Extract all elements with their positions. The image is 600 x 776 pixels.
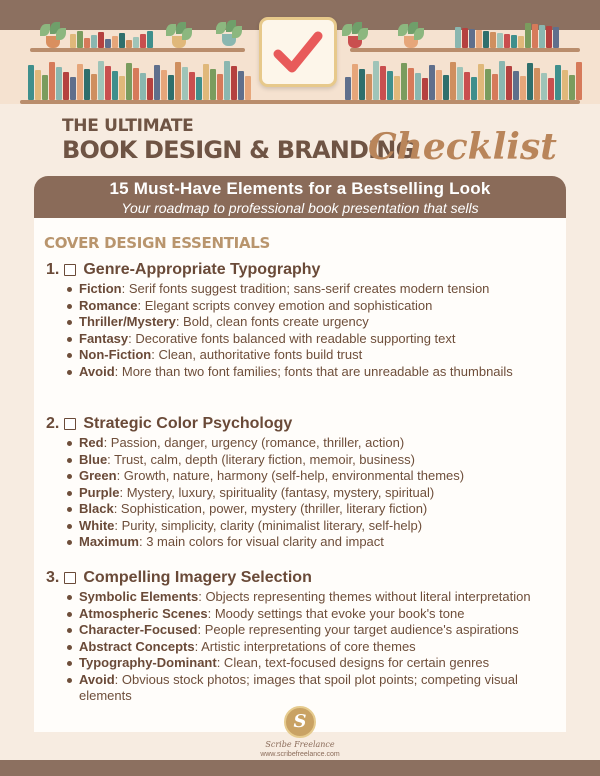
plant-leaf bbox=[40, 24, 50, 36]
book-spine bbox=[42, 75, 48, 100]
list-item bbox=[46, 501, 558, 518]
list-item bbox=[46, 534, 558, 551]
book-spine bbox=[443, 75, 449, 100]
book-spine bbox=[548, 78, 554, 100]
brand-url: www.scribefreelance.com bbox=[260, 751, 340, 758]
list-item bbox=[46, 622, 558, 639]
book-spine bbox=[84, 38, 90, 48]
book-spine bbox=[70, 77, 76, 100]
book-spine bbox=[84, 69, 90, 100]
book-spine bbox=[457, 67, 463, 100]
book-spine bbox=[161, 70, 167, 100]
book-spine bbox=[450, 62, 456, 100]
checkbox-icon[interactable] bbox=[64, 264, 76, 276]
book-spine bbox=[168, 75, 174, 100]
plant-leaf bbox=[414, 28, 424, 40]
book-spine bbox=[140, 73, 146, 100]
bullet-text: : Serif fonts suggest tradition; sans-serif creates modern tension bbox=[121, 281, 490, 296]
list-item bbox=[46, 314, 558, 331]
book-spine bbox=[455, 27, 461, 48]
book-spine bbox=[471, 77, 477, 100]
book-spine bbox=[140, 34, 146, 48]
list-item bbox=[46, 452, 558, 469]
bullet-label: Fiction bbox=[79, 281, 122, 296]
bullet-text: : Bold, clean fonts create urgency bbox=[175, 314, 369, 329]
bullet-text: : More than two font families; fonts that are unreadable as thumbnails bbox=[114, 363, 513, 379]
book-spine bbox=[429, 65, 435, 100]
checklist-item bbox=[46, 414, 558, 551]
book-spine bbox=[490, 32, 496, 48]
bullet-label: White bbox=[79, 517, 115, 533]
plant-leaf bbox=[342, 24, 352, 36]
item-title: Strategic Color Psychology bbox=[83, 415, 293, 432]
book-spine bbox=[77, 31, 83, 48]
book-spine bbox=[77, 64, 83, 100]
bullet-label: Character-Focused bbox=[79, 622, 198, 637]
checklist-item bbox=[46, 568, 558, 705]
book-spine bbox=[91, 74, 97, 100]
book-spine bbox=[569, 75, 575, 100]
checkmark-icon bbox=[272, 28, 324, 78]
book-spine bbox=[541, 73, 547, 100]
subtitle-band bbox=[34, 176, 566, 218]
book-spine bbox=[189, 72, 195, 100]
book-spine bbox=[175, 62, 181, 100]
bullet-text: : Growth, nature, harmony (self-help, environmental themes) bbox=[116, 468, 465, 483]
book-spine bbox=[49, 62, 55, 100]
item-number: 2. bbox=[46, 415, 60, 432]
book-spine bbox=[28, 65, 34, 100]
subtitle: 15 Must-Have Elements for a Bestselling Look bbox=[109, 179, 491, 198]
plant-leaf bbox=[358, 28, 368, 40]
section-title: COVER DESIGN ESSENTIALS bbox=[44, 234, 271, 252]
book-spine bbox=[359, 69, 365, 100]
plant-leaf bbox=[216, 22, 226, 34]
bullet-text: : Decorative fonts balanced with readable supporting text bbox=[128, 330, 456, 346]
bullet-label: Avoid bbox=[79, 363, 115, 379]
item-heading bbox=[46, 414, 558, 434]
book-spine bbox=[476, 30, 482, 48]
list-item bbox=[46, 672, 558, 705]
plant-leaf bbox=[166, 24, 176, 36]
book-spine bbox=[415, 73, 421, 100]
book-spine bbox=[196, 77, 202, 100]
book-spine bbox=[511, 35, 517, 48]
book-spine bbox=[98, 61, 104, 100]
header-illustration bbox=[0, 0, 600, 104]
title-line1: THE ULTIMATE bbox=[62, 116, 194, 136]
page-title: BOOK DESIGN & BRANDING bbox=[62, 136, 415, 164]
bullet-label: Atmospheric Scenes bbox=[79, 605, 208, 621]
logo-icon: S bbox=[284, 706, 316, 738]
book-spine bbox=[119, 33, 125, 48]
bullet-label: Non-Fiction bbox=[79, 347, 152, 362]
book-spine bbox=[401, 63, 407, 100]
list-item bbox=[46, 606, 558, 623]
book-spine bbox=[147, 31, 153, 48]
checkbox-icon[interactable] bbox=[64, 418, 76, 430]
checklist-item bbox=[46, 260, 558, 380]
book-spine bbox=[231, 66, 237, 100]
book-spine bbox=[112, 71, 118, 100]
book-spine bbox=[422, 78, 428, 100]
book-spine bbox=[485, 69, 491, 100]
book-spine bbox=[70, 34, 76, 48]
book-spine bbox=[394, 76, 400, 100]
bullet-label: Typography-Dominant bbox=[79, 655, 217, 670]
book-spine bbox=[380, 66, 386, 100]
title-block bbox=[0, 104, 600, 176]
book-spine bbox=[126, 63, 132, 100]
bullet-text: : Artistic interpretations of core themes bbox=[194, 638, 416, 654]
checkmark-card bbox=[259, 17, 337, 87]
bullet-label: Abstract Concepts bbox=[79, 638, 195, 654]
bullet-label: Avoid bbox=[79, 671, 115, 687]
book-spine bbox=[492, 74, 498, 100]
list-item bbox=[46, 298, 558, 315]
book-spine bbox=[224, 61, 230, 100]
book-spine bbox=[147, 78, 153, 100]
item-number: 3. bbox=[46, 569, 60, 586]
book-spine bbox=[126, 40, 132, 48]
bullet-text: : Objects representing themes without literal interpretation bbox=[198, 589, 531, 604]
list-item bbox=[46, 639, 558, 656]
bullet-text: : Obvious stock photos; images that spoil plot points; competing visual elements bbox=[79, 671, 518, 703]
book-spine bbox=[98, 32, 104, 48]
book-spine bbox=[518, 36, 524, 48]
book-spine bbox=[133, 68, 139, 100]
book-spine bbox=[532, 24, 538, 48]
list-item bbox=[46, 485, 558, 502]
list-item bbox=[46, 655, 558, 672]
book-spine bbox=[105, 39, 111, 48]
book-spine bbox=[576, 62, 582, 100]
bullet-label: Red bbox=[79, 435, 104, 450]
bullet-text: : Mystery, luxury, spirituality (fantasy, mystery, spiritual) bbox=[119, 484, 435, 500]
book-spine bbox=[56, 67, 62, 100]
list-item bbox=[46, 347, 558, 364]
book-spine bbox=[182, 67, 188, 100]
list-item bbox=[46, 518, 558, 535]
bullet-list bbox=[46, 281, 558, 380]
book-spine bbox=[478, 64, 484, 100]
book-spine bbox=[462, 28, 468, 48]
book-spine bbox=[105, 66, 111, 100]
item-heading bbox=[46, 568, 558, 588]
book-spine bbox=[408, 68, 414, 100]
bullet-text: : People representing your target audience's aspirations bbox=[197, 622, 519, 637]
bullet-text: : Sophistication, power, mystery (thriller, literary fiction) bbox=[113, 501, 428, 516]
bullet-label: Blue bbox=[79, 451, 108, 467]
bullet-label: Symbolic Elements bbox=[79, 589, 199, 604]
book-spine bbox=[553, 27, 559, 48]
book-spine bbox=[245, 76, 251, 100]
book-spine bbox=[539, 25, 545, 48]
book-spine bbox=[238, 71, 244, 100]
book-spine bbox=[345, 77, 351, 100]
plant-leaf bbox=[182, 28, 192, 40]
list-item bbox=[46, 364, 558, 381]
brand-name: Scribe Freelance bbox=[265, 740, 335, 749]
book-spine bbox=[525, 23, 531, 48]
book-spine bbox=[483, 31, 489, 48]
shelf bbox=[30, 48, 245, 52]
bullet-list bbox=[46, 589, 558, 705]
book-spine bbox=[555, 65, 561, 100]
item-title: Compelling Imagery Selection bbox=[83, 569, 312, 586]
bullet-label: Green bbox=[79, 468, 117, 483]
list-item bbox=[46, 435, 558, 452]
bullet-label: Romance bbox=[79, 297, 138, 313]
book-spine bbox=[63, 72, 69, 100]
book-spine bbox=[469, 29, 475, 48]
book-spine bbox=[366, 74, 372, 100]
bullet-label: Black bbox=[79, 501, 114, 516]
bullet-text: : 3 main colors for visual clarity and impact bbox=[138, 534, 384, 549]
book-spine bbox=[210, 69, 216, 100]
book-spine bbox=[112, 36, 118, 48]
content-panel bbox=[34, 218, 566, 732]
list-item bbox=[46, 331, 558, 348]
bullet-list bbox=[46, 435, 558, 551]
tagline: Your roadmap to professional book presentation that sells bbox=[121, 200, 479, 216]
list-item bbox=[46, 281, 558, 298]
book-spine bbox=[527, 63, 533, 100]
item-number: 1. bbox=[46, 261, 60, 278]
bullet-text: : Moody settings that evoke your book's tone bbox=[207, 605, 465, 621]
book-spine bbox=[520, 76, 526, 100]
book-spine bbox=[436, 70, 442, 100]
title-script: Checklist bbox=[368, 126, 557, 168]
bullet-label: Maximum bbox=[79, 534, 139, 549]
footer-band bbox=[0, 760, 600, 776]
book-spine bbox=[119, 76, 125, 100]
book-spine bbox=[373, 61, 379, 100]
book-spine bbox=[352, 64, 358, 100]
bullet-text: : Passion, danger, urgency (romance, thriller, action) bbox=[103, 435, 405, 450]
checkbox-icon[interactable] bbox=[64, 572, 76, 584]
bullet-label: Purple bbox=[79, 484, 120, 500]
book-spine bbox=[217, 74, 223, 100]
book-spine bbox=[506, 66, 512, 100]
item-title: Genre-Appropriate Typography bbox=[83, 261, 321, 278]
bullet-text: : Trust, calm, depth (literary fiction, memoir, business) bbox=[107, 451, 415, 467]
item-heading bbox=[46, 260, 558, 280]
book-spine bbox=[546, 26, 552, 48]
book-spine bbox=[504, 34, 510, 48]
book-spine bbox=[497, 33, 503, 48]
book-spine bbox=[203, 64, 209, 100]
book-spine bbox=[499, 61, 505, 100]
book-spine bbox=[534, 68, 540, 100]
book-spine bbox=[133, 37, 139, 48]
list-item bbox=[46, 468, 558, 485]
plant-leaf bbox=[56, 28, 66, 40]
book-spine bbox=[464, 72, 470, 100]
bullet-text: : Purity, simplicity, clarity (minimalist literary, self-help) bbox=[114, 517, 423, 533]
bullet-text: : Elegant scripts convey emotion and sophistication bbox=[137, 297, 433, 313]
list-item bbox=[46, 589, 558, 606]
plant-leaf bbox=[232, 26, 242, 38]
book-spine bbox=[35, 70, 41, 100]
book-spine bbox=[154, 65, 160, 100]
book-spine bbox=[562, 70, 568, 100]
book-spine bbox=[387, 71, 393, 100]
bullet-text: : Clean, authoritative fonts build trust bbox=[151, 347, 363, 362]
book-spine bbox=[91, 35, 97, 48]
plant-leaf bbox=[398, 24, 408, 36]
shelf bbox=[350, 48, 580, 52]
bullet-label: Fantasy bbox=[79, 330, 129, 346]
bullet-label: Thriller/Mystery bbox=[79, 314, 176, 329]
bullet-text: : Clean, text-focused designs for certain genres bbox=[216, 655, 490, 670]
book-spine bbox=[513, 71, 519, 100]
